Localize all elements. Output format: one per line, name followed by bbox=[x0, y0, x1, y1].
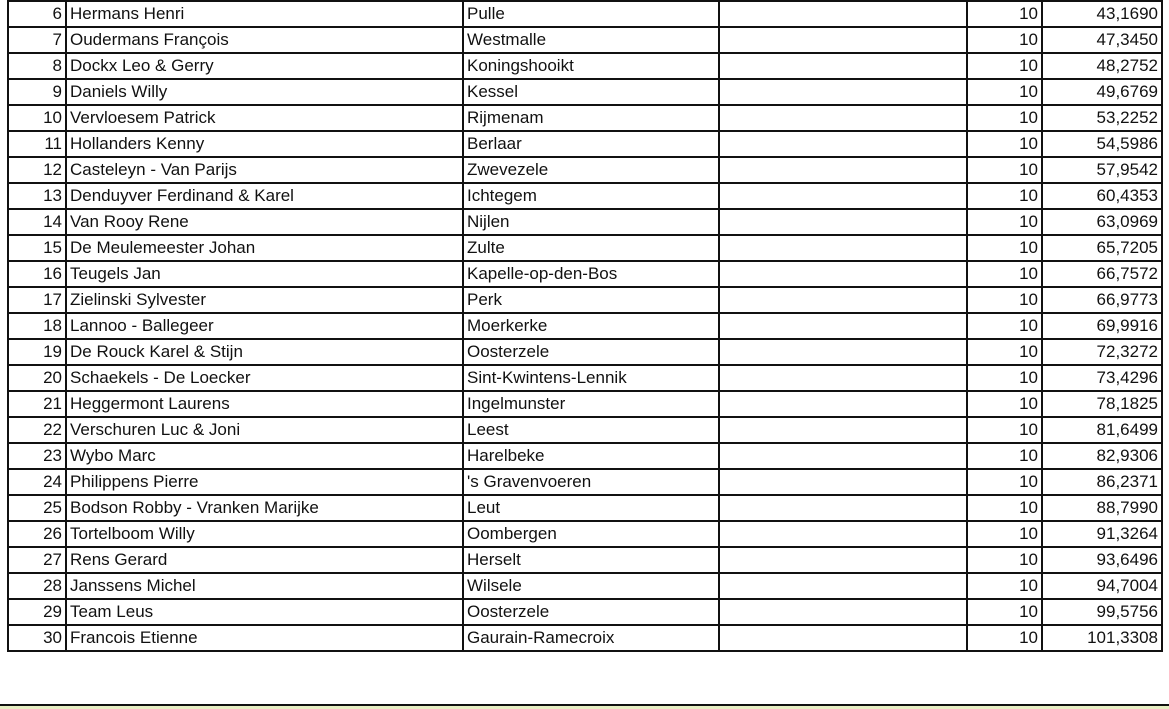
count-cell[interactable]: 10 bbox=[967, 417, 1042, 443]
table-row bbox=[8, 235, 1162, 261]
empty-cell[interactable] bbox=[719, 209, 967, 235]
empty-cell[interactable] bbox=[719, 495, 967, 521]
table-row bbox=[8, 261, 1162, 287]
table-row bbox=[8, 105, 1162, 131]
place-cell[interactable]: Westmalle bbox=[463, 27, 719, 53]
count-cell[interactable]: 10 bbox=[967, 261, 1042, 287]
count-cell[interactable]: 10 bbox=[967, 79, 1042, 105]
place-cell[interactable]: Oombergen bbox=[463, 521, 719, 547]
empty-cell[interactable] bbox=[719, 625, 967, 651]
name-cell[interactable]: Philippens Pierre bbox=[66, 469, 463, 495]
place-cell[interactable]: Kapelle-op-den-Bos bbox=[463, 261, 719, 287]
count-cell[interactable]: 10 bbox=[967, 365, 1042, 391]
place-cell[interactable]: Harelbeke bbox=[463, 443, 719, 469]
place-cell[interactable]: Moerkerke bbox=[463, 313, 719, 339]
rank-cell[interactable]: 27 bbox=[8, 547, 66, 573]
rank-cell[interactable]: 28 bbox=[8, 573, 66, 599]
place-cell[interactable]: Sint-Kwintens-Lennik bbox=[463, 365, 719, 391]
sheet-bottom-edge bbox=[0, 704, 1169, 709]
table-row bbox=[8, 157, 1162, 183]
empty-cell[interactable] bbox=[719, 391, 967, 417]
name-cell[interactable]: Verschuren Luc & Joni bbox=[66, 417, 463, 443]
table-row bbox=[8, 365, 1162, 391]
count-cell[interactable]: 10 bbox=[967, 1, 1042, 27]
empty-cell[interactable] bbox=[719, 131, 967, 157]
score-cell[interactable]: 94,7004 bbox=[1042, 573, 1162, 599]
score-cell[interactable]: 66,7572 bbox=[1042, 261, 1162, 287]
place-cell[interactable]: Berlaar bbox=[463, 131, 719, 157]
empty-cell[interactable] bbox=[719, 573, 967, 599]
rank-cell[interactable]: 19 bbox=[8, 339, 66, 365]
rank-cell[interactable]: 12 bbox=[8, 157, 66, 183]
score-cell[interactable]: 48,2752 bbox=[1042, 53, 1162, 79]
place-cell[interactable]: Rijmenam bbox=[463, 105, 719, 131]
rank-cell[interactable]: 21 bbox=[8, 391, 66, 417]
table-row bbox=[8, 573, 1162, 599]
table-row bbox=[8, 443, 1162, 469]
name-cell[interactable]: Francois Etienne bbox=[66, 625, 463, 651]
count-cell[interactable]: 10 bbox=[967, 313, 1042, 339]
rank-cell[interactable]: 17 bbox=[8, 287, 66, 313]
table-row bbox=[8, 79, 1162, 105]
table-row bbox=[8, 417, 1162, 443]
place-cell[interactable]: 's Gravenvoeren bbox=[463, 469, 719, 495]
score-cell[interactable]: 73,4296 bbox=[1042, 365, 1162, 391]
empty-cell[interactable] bbox=[719, 417, 967, 443]
name-cell[interactable]: Team Leus bbox=[66, 599, 463, 625]
empty-cell[interactable] bbox=[719, 521, 967, 547]
rank-cell[interactable]: 22 bbox=[8, 417, 66, 443]
count-cell[interactable]: 10 bbox=[967, 131, 1042, 157]
count-cell[interactable]: 10 bbox=[967, 625, 1042, 651]
score-cell[interactable]: 99,5756 bbox=[1042, 599, 1162, 625]
name-cell[interactable]: Casteleyn - Van Parijs bbox=[66, 157, 463, 183]
count-cell[interactable]: 10 bbox=[967, 443, 1042, 469]
rank-cell[interactable]: 29 bbox=[8, 599, 66, 625]
empty-cell[interactable] bbox=[719, 261, 967, 287]
name-cell[interactable]: Daniels Willy bbox=[66, 79, 463, 105]
score-cell[interactable]: 49,6769 bbox=[1042, 79, 1162, 105]
table-row bbox=[8, 469, 1162, 495]
rank-cell[interactable]: 6 bbox=[8, 1, 66, 27]
place-cell[interactable]: Koningshooikt bbox=[463, 53, 719, 79]
count-cell[interactable]: 10 bbox=[967, 105, 1042, 131]
table-row bbox=[8, 339, 1162, 365]
score-cell[interactable]: 57,9542 bbox=[1042, 157, 1162, 183]
table-row bbox=[8, 495, 1162, 521]
table-row bbox=[8, 27, 1162, 53]
name-cell[interactable]: De Rouck Karel & Stijn bbox=[66, 339, 463, 365]
score-cell[interactable]: 69,9916 bbox=[1042, 313, 1162, 339]
place-cell[interactable]: Zwevezele bbox=[463, 157, 719, 183]
place-cell[interactable]: Oosterzele bbox=[463, 599, 719, 625]
empty-cell[interactable] bbox=[719, 313, 967, 339]
score-cell[interactable]: 81,6499 bbox=[1042, 417, 1162, 443]
place-cell[interactable]: Nijlen bbox=[463, 209, 719, 235]
place-cell[interactable]: Wilsele bbox=[463, 573, 719, 599]
place-cell[interactable]: Perk bbox=[463, 287, 719, 313]
count-cell[interactable]: 10 bbox=[967, 573, 1042, 599]
empty-cell[interactable] bbox=[719, 547, 967, 573]
empty-cell[interactable] bbox=[719, 287, 967, 313]
score-cell[interactable]: 91,3264 bbox=[1042, 521, 1162, 547]
score-cell[interactable]: 82,9306 bbox=[1042, 443, 1162, 469]
score-cell[interactable]: 101,3308 bbox=[1042, 625, 1162, 651]
empty-cell[interactable] bbox=[719, 53, 967, 79]
name-cell[interactable]: Zielinski Sylvester bbox=[66, 287, 463, 313]
rank-cell[interactable]: 25 bbox=[8, 495, 66, 521]
count-cell[interactable]: 10 bbox=[967, 183, 1042, 209]
score-cell[interactable]: 66,9773 bbox=[1042, 287, 1162, 313]
score-cell[interactable]: 60,4353 bbox=[1042, 183, 1162, 209]
empty-cell[interactable] bbox=[719, 183, 967, 209]
results-sheet bbox=[7, 0, 1159, 652]
place-cell[interactable]: Leut bbox=[463, 495, 719, 521]
count-cell[interactable]: 10 bbox=[967, 391, 1042, 417]
name-cell[interactable]: Dockx Leo & Gerry bbox=[66, 53, 463, 79]
count-cell[interactable]: 10 bbox=[967, 27, 1042, 53]
table-row bbox=[8, 1, 1162, 27]
count-cell[interactable]: 10 bbox=[967, 157, 1042, 183]
rank-cell[interactable]: 23 bbox=[8, 443, 66, 469]
empty-cell[interactable] bbox=[719, 105, 967, 131]
empty-cell[interactable] bbox=[719, 157, 967, 183]
score-cell[interactable]: 54,5986 bbox=[1042, 131, 1162, 157]
name-cell[interactable]: Hermans Henri bbox=[66, 1, 463, 27]
table-row bbox=[8, 313, 1162, 339]
name-cell[interactable]: Janssens Michel bbox=[66, 573, 463, 599]
table-row bbox=[8, 183, 1162, 209]
table-row bbox=[8, 521, 1162, 547]
score-cell[interactable]: 93,6496 bbox=[1042, 547, 1162, 573]
rank-cell[interactable]: 26 bbox=[8, 521, 66, 547]
name-cell[interactable]: Oudermans François bbox=[66, 27, 463, 53]
rank-cell[interactable]: 18 bbox=[8, 313, 66, 339]
place-cell[interactable]: Pulle bbox=[463, 1, 719, 27]
results-table-body bbox=[8, 1, 1162, 651]
rank-cell[interactable]: 30 bbox=[8, 625, 66, 651]
empty-cell[interactable] bbox=[719, 469, 967, 495]
rank-cell[interactable]: 15 bbox=[8, 235, 66, 261]
rank-cell[interactable]: 11 bbox=[8, 131, 66, 157]
empty-cell[interactable] bbox=[719, 1, 967, 27]
name-cell[interactable]: De Meulemeester Johan bbox=[66, 235, 463, 261]
count-cell[interactable]: 10 bbox=[967, 521, 1042, 547]
name-cell[interactable]: Schaekels - De Loecker bbox=[66, 365, 463, 391]
rank-cell[interactable]: 20 bbox=[8, 365, 66, 391]
empty-cell[interactable] bbox=[719, 365, 967, 391]
table-row bbox=[8, 599, 1162, 625]
place-cell[interactable]: Gaurain-Ramecroix bbox=[463, 625, 719, 651]
name-cell[interactable]: Teugels Jan bbox=[66, 261, 463, 287]
place-cell[interactable]: Herselt bbox=[463, 547, 719, 573]
table-row bbox=[8, 391, 1162, 417]
place-cell[interactable]: Kessel bbox=[463, 79, 719, 105]
name-cell[interactable]: Lannoo - Ballegeer bbox=[66, 313, 463, 339]
score-cell[interactable]: 65,7205 bbox=[1042, 235, 1162, 261]
empty-cell[interactable] bbox=[719, 79, 967, 105]
score-cell[interactable]: 86,2371 bbox=[1042, 469, 1162, 495]
table-row bbox=[8, 53, 1162, 79]
count-cell[interactable]: 10 bbox=[967, 547, 1042, 573]
table-row bbox=[8, 547, 1162, 573]
name-cell[interactable]: Heggermont Laurens bbox=[66, 391, 463, 417]
score-cell[interactable]: 43,1690 bbox=[1042, 1, 1162, 27]
empty-cell[interactable] bbox=[719, 27, 967, 53]
name-cell[interactable]: Vervloesem Patrick bbox=[66, 105, 463, 131]
rank-cell[interactable]: 14 bbox=[8, 209, 66, 235]
name-cell[interactable]: Van Rooy Rene bbox=[66, 209, 463, 235]
table-row bbox=[8, 209, 1162, 235]
count-cell[interactable]: 10 bbox=[967, 287, 1042, 313]
rank-cell[interactable]: 8 bbox=[8, 53, 66, 79]
place-cell[interactable]: Leest bbox=[463, 417, 719, 443]
count-cell[interactable]: 10 bbox=[967, 599, 1042, 625]
score-cell[interactable]: 78,1825 bbox=[1042, 391, 1162, 417]
rank-cell[interactable]: 10 bbox=[8, 105, 66, 131]
score-cell[interactable]: 88,7990 bbox=[1042, 495, 1162, 521]
results-table bbox=[7, 0, 1163, 652]
score-cell[interactable]: 63,0969 bbox=[1042, 209, 1162, 235]
rank-cell[interactable]: 7 bbox=[8, 27, 66, 53]
count-cell[interactable]: 10 bbox=[967, 209, 1042, 235]
name-cell[interactable]: Denduyver Ferdinand & Karel bbox=[66, 183, 463, 209]
score-cell[interactable]: 53,2252 bbox=[1042, 105, 1162, 131]
name-cell[interactable]: Bodson Robby - Vranken Marijke bbox=[66, 495, 463, 521]
table-row bbox=[8, 131, 1162, 157]
count-cell[interactable]: 10 bbox=[967, 469, 1042, 495]
name-cell[interactable]: Rens Gerard bbox=[66, 547, 463, 573]
rank-cell[interactable]: 24 bbox=[8, 469, 66, 495]
empty-cell[interactable] bbox=[719, 235, 967, 261]
name-cell[interactable]: Tortelboom Willy bbox=[66, 521, 463, 547]
score-cell[interactable]: 72,3272 bbox=[1042, 339, 1162, 365]
rank-cell[interactable]: 16 bbox=[8, 261, 66, 287]
count-cell[interactable]: 10 bbox=[967, 495, 1042, 521]
rank-cell[interactable]: 13 bbox=[8, 183, 66, 209]
name-cell[interactable]: Wybo Marc bbox=[66, 443, 463, 469]
place-cell[interactable]: Ichtegem bbox=[463, 183, 719, 209]
name-cell[interactable]: Hollanders Kenny bbox=[66, 131, 463, 157]
place-cell[interactable]: Ingelmunster bbox=[463, 391, 719, 417]
empty-cell[interactable] bbox=[719, 599, 967, 625]
place-cell[interactable]: Oosterzele bbox=[463, 339, 719, 365]
rank-cell[interactable]: 9 bbox=[8, 79, 66, 105]
count-cell[interactable]: 10 bbox=[967, 53, 1042, 79]
empty-cell[interactable] bbox=[719, 339, 967, 365]
table-row bbox=[8, 287, 1162, 313]
place-cell[interactable]: Zulte bbox=[463, 235, 719, 261]
table-row bbox=[8, 625, 1162, 651]
count-cell[interactable]: 10 bbox=[967, 235, 1042, 261]
count-cell[interactable]: 10 bbox=[967, 339, 1042, 365]
empty-cell[interactable] bbox=[719, 443, 967, 469]
score-cell[interactable]: 47,3450 bbox=[1042, 27, 1162, 53]
